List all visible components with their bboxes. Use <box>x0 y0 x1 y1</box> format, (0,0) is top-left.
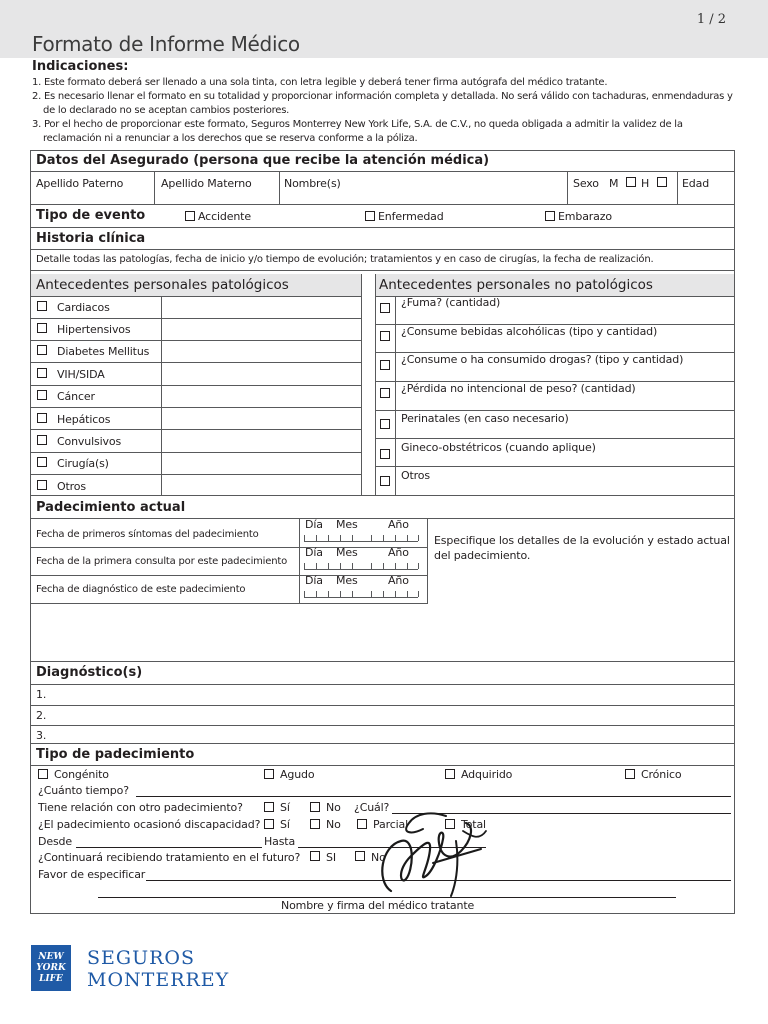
hepaticos-checkbox[interactable] <box>37 413 47 423</box>
brand-name-line1: SEGUROS <box>87 947 195 969</box>
anio-label: Año <box>388 574 409 587</box>
indications-list <box>32 76 738 146</box>
hipertensivos-checkbox[interactable] <box>37 323 47 333</box>
pathological-item: VIH/SIDA <box>57 368 105 381</box>
cuanto-tiempo-field[interactable] <box>136 796 731 797</box>
date-field-3[interactable] <box>304 597 418 598</box>
anio-label: Año <box>388 518 409 531</box>
parcial-label: Parcial <box>373 818 409 831</box>
enfermedad-checkbox[interactable] <box>365 211 375 221</box>
apellido-paterno-label: Apellido Paterno <box>36 177 124 190</box>
diagnosis-line-1[interactable]: 1. <box>36 688 47 701</box>
nombres-label: Nombre(s) <box>284 177 341 190</box>
relacion-no-label: No <box>326 801 341 814</box>
continuara-no-checkbox[interactable] <box>355 851 365 861</box>
diagnosis-line-2[interactable]: 2. <box>36 709 47 722</box>
cual-label: ¿Cuál? <box>354 801 390 814</box>
discapacidad-no-checkbox[interactable] <box>310 819 320 829</box>
drogas-checkbox[interactable] <box>380 360 390 370</box>
current-condition-heading: Padecimiento actual <box>36 500 186 515</box>
alcohol-checkbox[interactable] <box>380 331 390 341</box>
sexo-m-checkbox[interactable] <box>626 177 636 187</box>
favor-especificar-label: Favor de especificar <box>38 868 146 881</box>
accidente-label: Accidente <box>198 210 251 223</box>
vih-sida-checkbox[interactable] <box>37 368 47 378</box>
relacion-si-label: Sí <box>280 801 290 814</box>
insured-heading: Datos del Asegurado (persona que recibe la atención médica) <box>36 153 490 168</box>
cronico-checkbox[interactable] <box>625 769 635 779</box>
congenito-label: Congénito <box>54 768 109 781</box>
anio-label: Año <box>388 546 409 559</box>
accidente-checkbox[interactable] <box>185 211 195 221</box>
medical-report-form <box>30 150 735 914</box>
pathological-item: Cardiacos <box>57 301 110 314</box>
cancer-checkbox[interactable] <box>37 390 47 400</box>
convulsivos-checkbox[interactable] <box>37 435 47 445</box>
otros-nopat-checkbox[interactable] <box>380 476 390 486</box>
parcial-checkbox[interactable] <box>357 819 367 829</box>
event-type-label: Tipo de evento <box>36 208 146 223</box>
peso-checkbox[interactable] <box>380 388 390 398</box>
agudo-checkbox[interactable] <box>264 769 274 779</box>
first-consult-label: Fecha de la primera consulta por este padecimiento <box>36 556 287 567</box>
embarazo-label: Embarazo <box>558 210 612 223</box>
relacion-si-checkbox[interactable] <box>264 802 274 812</box>
pathological-item: Diabetes Mellitus <box>57 345 150 358</box>
non-pathological-item: Gineco-obstétricos (cuando aplique) <box>401 441 596 454</box>
continuara-label: ¿Continuará recibiendo tratamiento en el futuro? <box>38 851 301 864</box>
non-pathological-item: ¿Fuma? (cantidad) <box>401 296 501 309</box>
enfermedad-label: Enfermedad <box>378 210 444 223</box>
first-symptoms-label: Fecha de primeros síntomas del padecimiento <box>36 529 259 540</box>
mes-label: Mes <box>336 574 358 587</box>
non-pathological-item: ¿Pérdida no intencional de peso? (cantidad) <box>401 382 636 395</box>
indication-item: 3. Por el hecho de proporcionar este formato, Seguros Monterrey New York Life, S.A. de C.V., no queda obligada a admitir la validez de la reclamación ni a renunciar a los derechos que se reserva conforme a la póliza. <box>32 119 683 144</box>
apellido-materno-label: Apellido Materno <box>161 177 252 190</box>
date-field-1[interactable] <box>304 541 418 542</box>
non-pathological-item: Perinatales (en caso necesario) <box>401 412 569 425</box>
dia-label: Día <box>305 518 323 531</box>
brand-name-line2: MONTERREY <box>87 969 230 991</box>
pathological-item: Cáncer <box>57 390 95 403</box>
non-pathological-item: ¿Consume o ha consumido drogas? (tipo y cantidad) <box>401 353 684 366</box>
pathological-item: Otros <box>57 480 86 493</box>
continuara-no-label: No <box>371 851 386 864</box>
adquirido-checkbox[interactable] <box>445 769 455 779</box>
dia-label: Día <box>305 574 323 587</box>
desde-label: Desde <box>38 835 72 848</box>
signature-caption: Nombre y firma del médico tratante <box>281 899 475 912</box>
non-pathological-item: Otros <box>401 469 430 482</box>
diagnosis-date-label: Fecha de diagnóstico de este padecimiento <box>36 584 246 595</box>
continuara-si-label: SI <box>326 851 336 864</box>
edad-label: Edad <box>682 177 710 190</box>
relacion-no-checkbox[interactable] <box>310 802 320 812</box>
pathological-item: Cirugía(s) <box>57 457 109 470</box>
doctor-signature <box>371 801 491 906</box>
total-label: Total <box>461 818 486 831</box>
pathological-item: Hipertensivos <box>57 323 131 336</box>
non-pathological-item: ¿Consume bebidas alcohólicas (tipo y cantidad) <box>401 325 658 338</box>
diagnosis-line-3[interactable]: 3. <box>36 729 47 742</box>
diagnosis-heading: Diagnóstico(s) <box>36 665 143 680</box>
condition-type-heading: Tipo de padecimiento <box>36 747 195 762</box>
cronico-label: Crónico <box>641 768 682 781</box>
perinatales-checkbox[interactable] <box>380 419 390 429</box>
relacion-label: Tiene relación con otro padecimiento? <box>38 801 243 814</box>
discapacidad-no-label: No <box>326 818 341 831</box>
embarazo-checkbox[interactable] <box>545 211 555 221</box>
pathological-item: Hepáticos <box>57 413 111 426</box>
adquirido-label: Adquirido <box>461 768 513 781</box>
sexo-h-checkbox[interactable] <box>657 177 667 187</box>
sexo-h-label: H <box>641 177 650 190</box>
mes-label: Mes <box>336 546 358 559</box>
date-field-2[interactable] <box>304 569 418 570</box>
mes-label: Mes <box>336 518 358 531</box>
history-heading: Historia clínica <box>36 231 146 246</box>
cardiacos-checkbox[interactable] <box>37 301 47 311</box>
discapacidad-si-label: Sí <box>280 818 290 831</box>
indications-heading: Indicaciones: <box>32 59 129 74</box>
pathological-heading: Antecedentes personales patológicos <box>36 277 289 293</box>
evolution-details-label: Especifique los detalles de la evolución y estado actual del padecimiento. <box>434 534 730 562</box>
history-detail: Detalle todas las patologías, fecha de inicio y/o tiempo de evolución; tratamientos y en caso de cirugías, la fecha de realización. <box>36 254 654 265</box>
discapacidad-si-checkbox[interactable] <box>264 819 274 829</box>
hasta-label: Hasta <box>264 835 296 848</box>
cirugias-checkbox[interactable] <box>37 457 47 467</box>
sexo-m-label: M <box>609 177 619 190</box>
page-title: Formato de Informe Médico <box>32 32 300 56</box>
indication-item: 2. Es necesario llenar el formato en su totalidad y proporcionar información completa y detallada. No será válido con tachaduras, enmendaduras y de lo declarado no se aceptan cambios posteriores. <box>32 91 733 116</box>
continuara-si-checkbox[interactable] <box>310 851 320 861</box>
page-number: 1 / 2 <box>696 12 726 27</box>
gineco-checkbox[interactable] <box>380 449 390 459</box>
diabetes-checkbox[interactable] <box>37 345 47 355</box>
desde-field[interactable] <box>76 847 262 848</box>
non-pathological-heading: Antecedentes personales no patológicos <box>379 277 653 293</box>
agudo-label: Agudo <box>280 768 315 781</box>
fuma-checkbox[interactable] <box>380 303 390 313</box>
congenito-checkbox[interactable] <box>38 769 48 779</box>
otros-pat-checkbox[interactable] <box>37 480 47 490</box>
new-york-life-logo: NEW YORK LIFE <box>31 945 71 991</box>
cuanto-tiempo-label: ¿Cuánto tiempo? <box>38 784 129 797</box>
dia-label: Día <box>305 546 323 559</box>
indication-item: 1. Este formato deberá ser llenado a una sola tinta, con letra legible y deberá tener firma autógrafa del médico tratante. <box>32 77 608 88</box>
pathological-item: Convulsivos <box>57 435 122 448</box>
discapacidad-label: ¿El padecimiento ocasionó discapacidad? <box>38 818 261 831</box>
sexo-label: Sexo <box>573 177 599 190</box>
